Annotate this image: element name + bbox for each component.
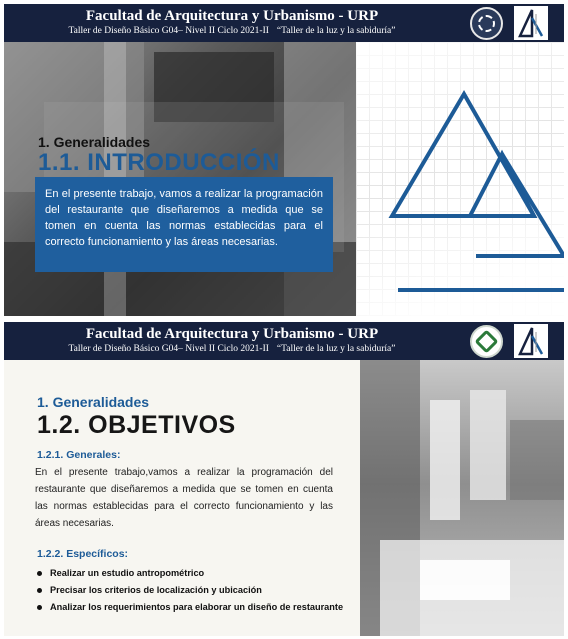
specific-objectives-list bbox=[36, 565, 343, 616]
header-subtitle: Taller de Diseño Básico G04– Nivel II Ciclo 2021-II bbox=[68, 344, 269, 354]
intro-text-box bbox=[35, 177, 333, 272]
university-seal-icon bbox=[470, 7, 503, 40]
university-seal-icon bbox=[470, 325, 503, 358]
header-motto: “Taller de la luz y la sabiduría” bbox=[276, 26, 396, 36]
intro-paragraph: En el presente trabajo, vamos a realizar la programación del restaurante que diseñaremos a medida que se tomen en cuenta las normas establecidas para el correcto funcionamiento y las áreas necesarias. bbox=[45, 188, 323, 248]
general-objectives-heading: 1.2.1. Generales: bbox=[37, 449, 121, 461]
list-item: Analizar los requerimientos para elaborar un diseño de restaurante bbox=[36, 599, 343, 616]
slide-title: 1.2. OBJETIVOS bbox=[37, 411, 236, 439]
faculty-logo-icon bbox=[514, 6, 548, 40]
list-item: Precisar los criterios de localización y ubicación bbox=[36, 582, 343, 599]
header-title: Facultad de Arquitectura y Urbanismo - URP bbox=[85, 326, 379, 342]
slide-header-bar bbox=[4, 4, 564, 42]
header-title: Facultad de Arquitectura y Urbanismo - URP bbox=[85, 8, 379, 24]
header-subtitle-line bbox=[4, 344, 460, 354]
header-subtitle-line bbox=[4, 26, 460, 36]
triangle-graphic bbox=[356, 42, 564, 316]
slide-introduccion bbox=[4, 4, 564, 316]
list-item: Realizar un estudio antropométrico bbox=[36, 565, 343, 582]
slide-objetivos bbox=[4, 322, 564, 636]
general-objectives-text: En el presente trabajo,vamos a realizar la programación del restaurante que diseñaremos a medida que se tomen en cuenta las normas establecidas para el correcto funcionamiento y las áreas necesarias. bbox=[35, 467, 333, 529]
header-subtitle: Taller de Diseño Básico G04– Nivel II Ciclo 2021-II bbox=[68, 26, 269, 36]
faculty-logo-icon bbox=[514, 324, 548, 358]
slide-header-bar bbox=[4, 322, 564, 360]
specific-objectives-heading: 1.2.2. Específicos: bbox=[37, 548, 129, 560]
slide-title: 1.1. INTRODUCCIÓN bbox=[38, 149, 280, 176]
restaurant-dining-room-photo bbox=[360, 360, 564, 636]
section-label: 1. Generalidades bbox=[38, 134, 151, 150]
header-motto: “Taller de la luz y la sabiduría” bbox=[276, 344, 396, 354]
section-label: 1. Generalidades bbox=[37, 394, 150, 410]
